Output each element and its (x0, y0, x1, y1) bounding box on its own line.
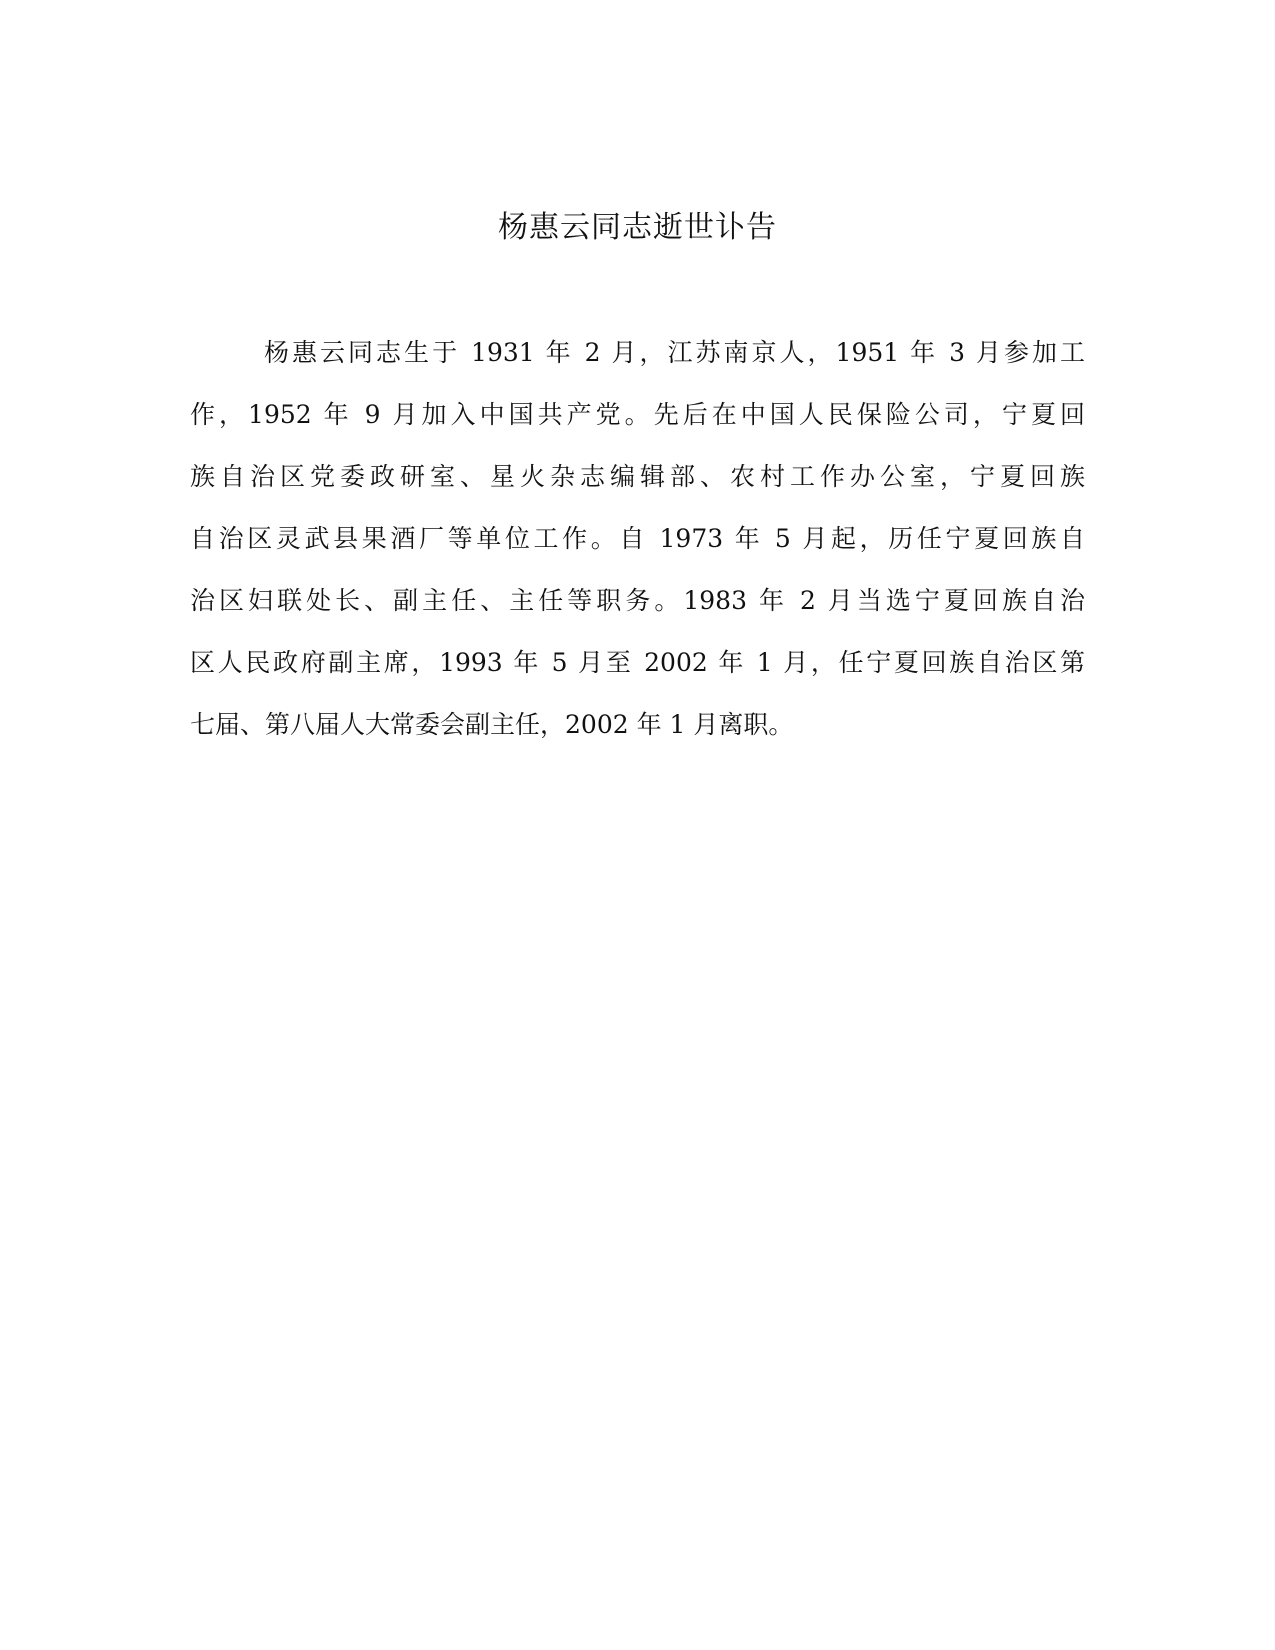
obituary-paragraph (190, 322, 1085, 756)
paragraph-line: 七届、第八届人大常委会副主任，2002 年 1 月离职。 (190, 710, 794, 739)
document-title: 杨惠云同志逝世讣告 (498, 210, 777, 245)
paragraph-line: 自治区灵武县果酒厂等单位工作。自 1973 年 5 月起，历任宁夏回族自 (190, 524, 1085, 553)
paragraph-line: 族自治区党委政研室、星火杂志编辑部、农村工作办公室，宁夏回族 (190, 462, 1085, 491)
paragraph-line: 作，1952 年 9 月加入中国共产党。先后在中国人民保险公司，宁夏回 (190, 400, 1085, 429)
paragraph-line: 杨惠云同志生于 1931 年 2 月，江苏南京人，1951 年 3 月参加工 (264, 338, 1085, 367)
paragraph-line: 区人民政府副主席，1993 年 5 月至 2002 年 1 月，任宁夏回族自治区第 (190, 648, 1085, 677)
paragraph-line: 治区妇联处长、副主任、主任等职务。1983 年 2 月当选宁夏回族自治 (190, 586, 1085, 615)
